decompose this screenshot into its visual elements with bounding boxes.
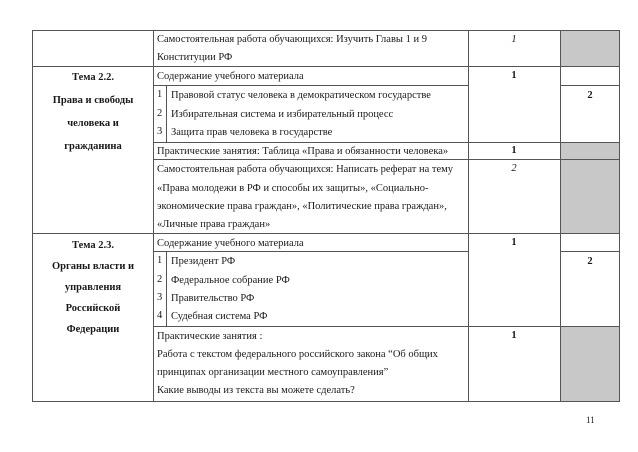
table-border [153,326,620,327]
item-number: 4 [157,310,163,321]
item-text: Защита прав человека в государстве [171,127,333,138]
self-work-text: Самостоятельная работа обучающихся: Изучить Главы 1 и 9 [157,34,427,45]
level-value: 2 [587,256,593,267]
topic-title: гражданина [64,141,122,152]
table-border [560,85,620,86]
item-text: Президент РФ [171,256,236,267]
content-header: Содержание учебного материала [157,71,304,82]
item-text: Правительство РФ [171,293,255,304]
table-border [153,159,620,160]
practice-text: Какие выводы из текста вы можете сделать? [157,385,355,396]
shaded-cell [561,160,619,233]
hours-value: 1 [511,145,517,156]
self-work-text: экономические права граждан», «Политические права граждан», [157,201,447,212]
topic-title: Федерации [66,324,120,335]
table-border [166,251,167,326]
topic-title: управления [64,282,122,293]
self-work-text: Самостоятельная работа обучающихся: Написать реферат на тему [157,164,454,175]
topic-title: Российской [65,303,121,314]
hours-value: 1 [511,330,517,341]
content-header: Содержание учебного материала [157,238,304,249]
practice-text: Практические занятия : [157,331,263,342]
shaded-cell [561,143,619,159]
topic-title: Права и свободы [52,95,134,106]
table-border [153,251,468,252]
table-border [560,251,620,252]
level-value: 2 [587,90,593,101]
topic-title: Тема 2.3. [72,240,114,251]
table-border [32,30,620,31]
item-text: Избирательная система и избирательный процесс [171,109,394,120]
item-number: 3 [157,292,163,303]
hours-value: 1 [511,237,517,248]
self-work-text: «Личные права граждан» [157,219,271,230]
topic-title: человека и [67,118,119,129]
item-number: 1 [157,89,163,100]
practice-text: принципах организации местного самоуправления” [157,367,389,378]
practice-text: Практические занятия: Таблица «Права и обязанности человека» [157,146,449,157]
table-border [468,30,469,402]
item-number: 2 [157,274,163,285]
practice-text: Работа с текстом федерального российского закона “Об общих [157,349,438,360]
table-border [32,30,33,402]
table-border [166,85,167,142]
page-number: 11 [586,415,595,425]
item-number: 2 [157,108,163,119]
item-number: 3 [157,126,163,137]
topic-title: Органы власти и [51,261,135,272]
hours-value: 1 [511,34,517,45]
table-border [32,401,620,402]
self-work-text: Конституции РФ [157,52,233,63]
item-text: Федеральное собрание РФ [171,275,290,286]
shaded-cell [561,31,619,66]
table-border [153,85,468,86]
item-number: 1 [157,255,163,266]
shaded-cell [561,327,619,401]
item-text: Судебная система РФ [171,311,268,322]
item-text: Правовой статус человека в демократическом государстве [171,90,431,101]
hours-value: 1 [511,70,517,81]
self-work-text: «Права молодежи в РФ и способы их защиты», «Социально- [157,183,429,194]
table-border [153,142,620,143]
topic-title: Тема 2.2. [72,72,114,83]
hours-value: 2 [511,163,517,174]
